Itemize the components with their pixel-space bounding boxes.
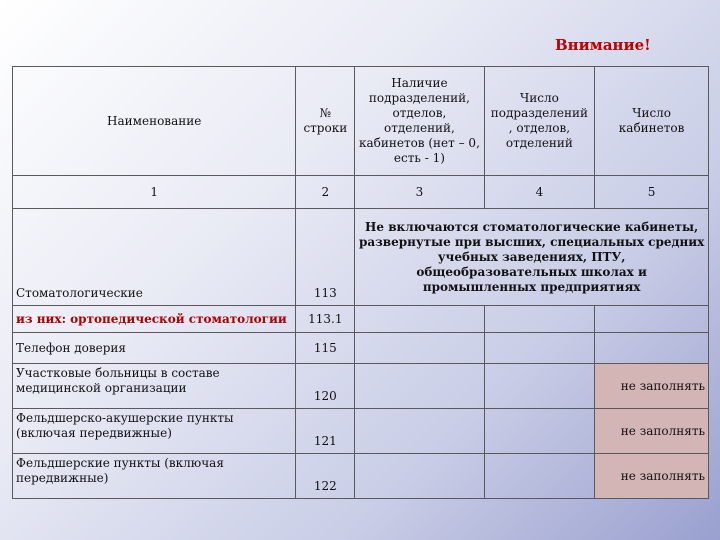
- column-numbers-row: [13, 176, 709, 209]
- table-row: [13, 333, 709, 364]
- attention-label: Внимание!: [555, 36, 651, 54]
- report-table: [12, 66, 709, 499]
- cell-c4[interactable]: [484, 333, 595, 364]
- row-number: 115: [296, 333, 355, 364]
- exclusion-note: Не включаются стоматологические кабинеты, развернутые при высших, специальных средних учебных заведениях, ПТУ, общеобразовательных школах и промышленных предприятиях: [355, 209, 709, 306]
- row-name: Участковые больницы в составе медицинской организации: [13, 364, 296, 409]
- cell-c5[interactable]: [595, 306, 709, 333]
- header-availability: Наличие подразделений, отделов, отделений, кабинетов (нет – 0, есть - 1): [355, 67, 484, 176]
- col-number: 1: [13, 176, 296, 209]
- cell-c3[interactable]: [355, 409, 484, 454]
- col-number: 5: [595, 176, 709, 209]
- cell-c4[interactable]: [484, 306, 595, 333]
- row-name: Фельдшерские пункты (включая передвижные): [13, 454, 296, 499]
- header-row: [13, 67, 709, 176]
- row-number: 120: [296, 364, 355, 409]
- no-fill-cell: не заполнять: [595, 409, 709, 454]
- cell-c4[interactable]: [484, 409, 595, 454]
- col-number: 2: [296, 176, 355, 209]
- cell-c3[interactable]: [355, 333, 484, 364]
- cell-c3[interactable]: [355, 364, 484, 409]
- col-number: 3: [355, 176, 484, 209]
- header-row-no: № строки: [296, 67, 355, 176]
- row-name: Фельдшерско-акушерские пункты (включая передвижные): [13, 409, 296, 454]
- row-name-sub: из них: ортопедической стоматологии: [13, 306, 296, 333]
- row-name: Стоматологические: [13, 209, 296, 306]
- cell-c3[interactable]: [355, 306, 484, 333]
- header-name: Наименование: [13, 67, 296, 176]
- header-count-rooms: Число кабинетов: [595, 67, 709, 176]
- row-number: 121: [296, 409, 355, 454]
- row-number: 122: [296, 454, 355, 499]
- col-number: 4: [484, 176, 595, 209]
- header-count-units: Число подразделений , отделов, отделений: [484, 67, 595, 176]
- table-row: [13, 364, 709, 409]
- no-fill-cell: не заполнять: [595, 364, 709, 409]
- no-fill-cell: не заполнять: [595, 454, 709, 499]
- table-row: [13, 409, 709, 454]
- table-row: [13, 209, 709, 306]
- cell-c4[interactable]: [484, 454, 595, 499]
- table-row: [13, 454, 709, 499]
- cell-c3[interactable]: [355, 454, 484, 499]
- row-number: 113: [296, 209, 355, 306]
- table-row: [13, 306, 709, 333]
- row-number: 113.1: [296, 306, 355, 333]
- cell-c4[interactable]: [484, 364, 595, 409]
- row-name: Телефон доверия: [13, 333, 296, 364]
- cell-c5[interactable]: [595, 333, 709, 364]
